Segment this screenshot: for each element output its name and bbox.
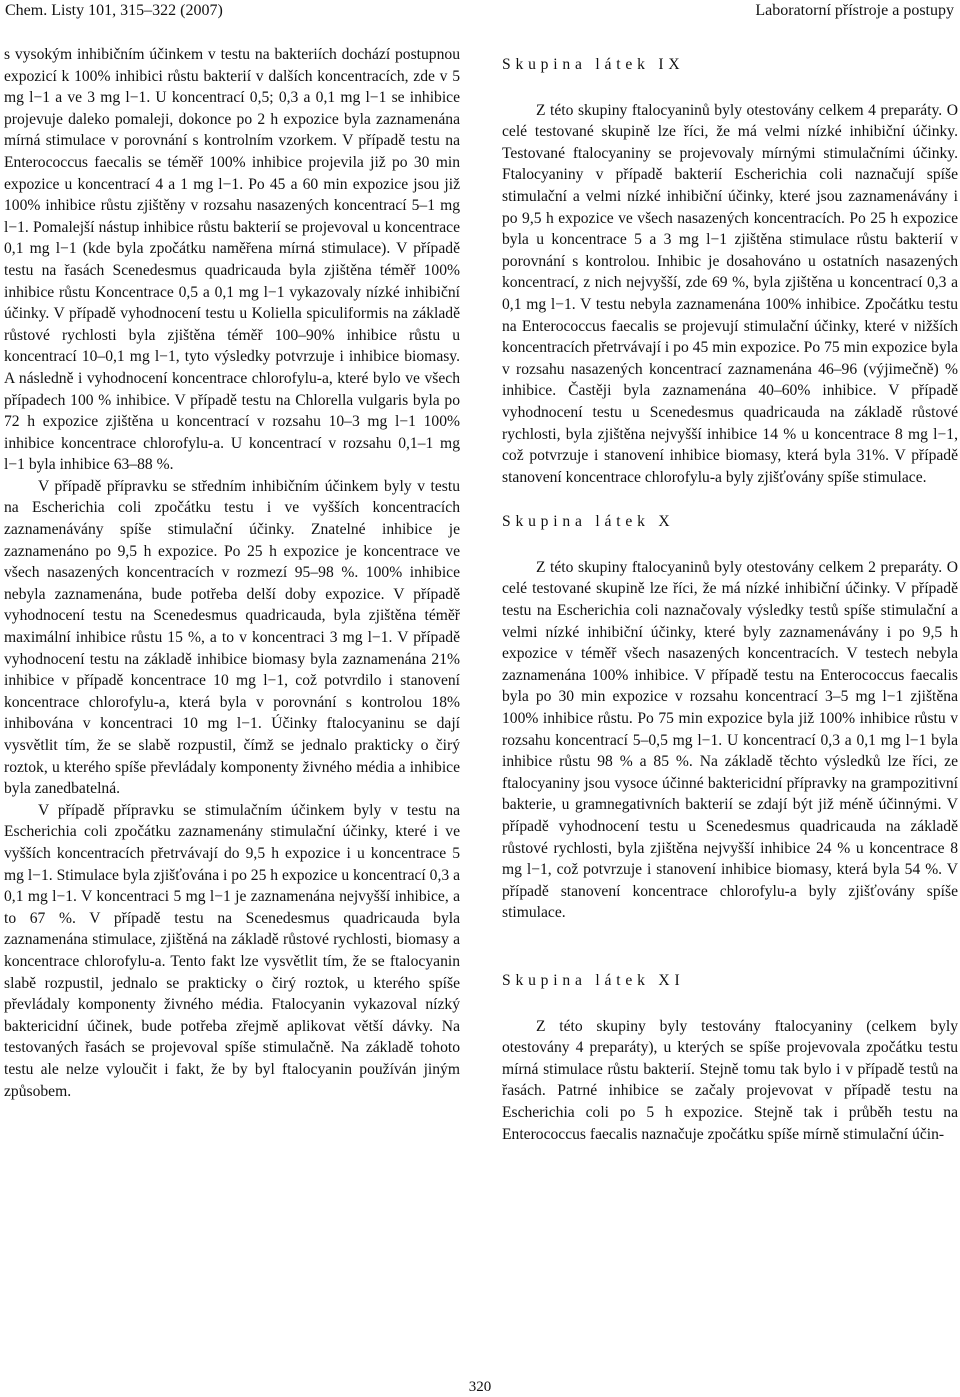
section-ix-text: Z této skupiny ftalocyaninů byly otestovány celkem 4 preparáty. O celé testované skupině lze říci, že má velmi nízké inhibiční účinky. Testované ftalocyaniny se projevovaly mírnými stimulačními účinky. Ftalocyaniny v případě bakterií Escherichia coli naznačují spíše stimulační a velmi nízké inhibiční účinky, které jsou zaznamenávány i po 9,5 h expozice ve všech nasazených koncentracích. Po 25 h expozice byla u koncentrace 5 a 3 mg l−1 zjištěna stimulace růstu bakterií v porovnání s kontrolou. Inhibic je dosahováno u ostatních nasazených koncentrací, z nich nejvyšší, zde 69 %, byla zjištěna u koncentrací 0,3 a 0,1 mg l−1. V testu nebyla zaznamenána 100% inhibice. Zpočátku testu na Enterococcus faecalis se projevují stimulační účinky, které v nižších koncentracích přetrvávají i po 45 min expozice. Po 75 min expozice byla v rozsahu nasazených koncentrací zaznamenána 46–96 (výjimečně) % inhibice. Častěji byla zaznamenána 40–60% inhibice. V případě vyhodnocení testu u Scenedesmus quadricauda na základě růstové rychlosti, byla zjištěna nejvyšší inhibice 14 % u koncentrace 8 mg l−1, což potvrzuje i stanovení inhibice biomasy, která byla 31%. V případě stanovení koncentrace chlorofylu-a byly zjišťovány spíše stimulace. bbox=[502, 101, 958, 486]
paragraph-3: V případě přípravku se stimulačním účinkem byly v testu na Escherichia coli zpočátku zaznamenány stimulační účinky, které i ve vyšších koncentracích přetrvávají do 9,5 h expozice i u koncentrace 5 mg l−1. Stimulace byla zjišťována i po 25 h expozice u koncentrací 0,3 a 0,1 mg l−1. V koncentraci 5 mg l−1 je zaznamenána nejvyšší inhibice, a to 67 %. V případě testu na Scenedesmus quadricauda byla zaznamenána stimulace, zjištěná na základě růstové rychlosti, biomasy a koncentrace chlorofylu-a. Tento fakt lze vysvětlit tím, že se ftalocyanin slabě rozpustil, jednalo se prakticky o čirý roztok, u kterého spíše převládaly komponenty živného média. Ftalocyanin vykazoval nízký baktericidní účinek, bude potřeba zřejmě aplikovat větší dávky. Na testovaných řasách se projevoval spíše stimulačně. Na základě tohoto testu ale nelze vyloučit i fakt, že by byl ftalocyanin používán jiným způsobem. bbox=[4, 801, 460, 1100]
section-heading-x: Skupina látek X bbox=[502, 513, 675, 531]
section-name: Laboratorní přístroje a postupy bbox=[755, 2, 954, 19]
section-xi-text: Z této skupiny byly testovány ftalocyaniny (celkem byly otestovány 4 preparáty), u kterých se spíše projevovala zpočátku testu mírná stimulace růstu bakterií. Stejně tomu tak bylo i v případě testů na řasách. Patrné inhibice se začaly projevovat v případě testu na Escherichia coli po 5 h expozice. Stejně tak i průběh testu na Enterococcus faecalis naznačuje zpočátku spíše mírně stimulační účin- bbox=[502, 1017, 958, 1143]
page-number: 320 bbox=[468, 1379, 492, 1395]
left-column bbox=[4, 44, 460, 1102]
section-heading-ix: Skupina látek IX bbox=[502, 56, 685, 73]
right-column bbox=[502, 44, 958, 1145]
paragraph-1: s vysokým inhibičním účinkem v testu na bakteriích dochází postupnou expozicí k 100% inhibici růstu bakterií v dalších koncentracích, zde v 5 mg l−1 a ve 3 mg l−1. U koncentrací 0,5; 0,3 a 0,1 mg l−1 se inhibice projevuje daleko pomaleji, dokonce po 2 h expozice byla zaznamenána mírná stimulace v porovnání s kontrolním vzorkem. V případě testu na Enterococcus faecalis se téměř 100% inhibice projevila již po 30 min expozice u koncentrací 4 a 1 mg l−1. Po 45 a 60 min expozice jsou již 100% inhibice růstu zjištěny v rozsahu nasazených koncentrací 5–1 mg l−1. Pomalejší nástup inhibice růstu bakterií se projevoval u koncentrace 0,1 mg l−1 (kde byla zpočátku naměřena mírná stimulace). V případě testu na řasách Scenedesmus quadricauda byla zjištěna téměř 100% inhibice růstu Koncentrace 0,5 a 0,1 mg l−1 vykazovaly nízké inhibiční účinky. V případě vyhodnocení testu u Koliella spiculiformis na základě růstové rychlosti byla zjištěna téměř 100–90% inhibice růstu u koncentrací 10–0,1 mg l−1, tyto výsledky potvrzuje i inhibice biomasy. A následně i vyhodnocení koncentrace chlorofylu-a, které bylo ve všech případech 100 % inhibice. V případě testu na Chlorella vulgaris byla po 72 h expozice zjištěna u koncentrací v rozsahu 10–3 mg l−1 100% inhibice koncentrace chlorofylu-a. U koncentrací v rozsahu 0,1–1 mg l−1 byla inhibice 63–88 %. bbox=[4, 46, 460, 474]
section-heading-xi: Skupina látek XI bbox=[502, 971, 685, 989]
section-x-text: Z této skupiny ftalocyaninů byly otestovány celkem 2 preparáty. O celé testované skupině lze říci, že má nízké inhibiční účinky. V případě testu na Escherichia coli naznačovaly výsledky testů spíše stimulační a velmi nízké inhibiční účinky, které byly zaznamenávány i po 9,5 h expozice v téměř všech nasazených koncentracích. V testech nebyla zaznamenána 100% inhibice. V případě testu na Enterococcus faecalis byla po 30 min expozice v rozsahu koncentrací 3–5 mg l−1 zjištěna 100% inhibice růstu. Po 75 min expozice byla již 100% inhibice růstu v rozsahu koncentrací 5–0,5 mg l−1. U koncentrací 0,3 a 0,1 mg l−1 byla inhibice růstu 98 % a 85 %. Na základě těchto výsledků lze říci, ze ftalocyaniny jsou vysoce účinné baktericidní přípravky na grampozitivní bakterie, u gramnegativních bakterií se zdají být již méně účinnými. V případě vyhodnocení testu u Scenedesmus quadricauda na základě růstové rychlosti, byla zjištěna nejvyšší inhibice 24 % u koncentrace 8 mg l−1, což potvrzuje i stanovení inhibice biomasy, která byla 54 %. V případě stanovení koncentrace chlorofylu-a byly zjišťovány spíše stimulace. bbox=[502, 558, 958, 922]
running-header bbox=[0, 0, 960, 24]
journal-citation: Chem. Listy 101, 315–322 (2007) bbox=[5, 2, 223, 19]
paragraph-2: V případě přípravku se středním inhibičním účinkem byly v testu na Escherichia coli zpočátku testu i ve vyšších koncentracích zaznamenávány spíše stimulační účinky. Znatelné inhibice je zaznamenáno po 9,5 h expozice. Po 25 h expozice je koncentrace ve všech nasazených koncentracích v rozmezí 95–98 %. 100% inhibice nebyla zaznamenána, bude potřeba delší doby expozice. V případě vyhodnocení testu na Scenedesmus quadricauda, byla zjištěna téměř maximální inhibice růstu 15 %, a to v koncentraci 3 mg l−1. V případě vyhodnocení testu na základě inhibice biomasy byla zaznamenána 21% inhibice v případě koncentrace 10 mg l−1, což potvrdilo i stanovení koncentrace chlorofylu-a, která byla v porovnání s kontrolou 18% inhibována v koncentraci 10 mg l−1. Účinky ftalocyaninu se dají vysvětlit tím, že se slabě rozpustil, čímž se jednalo prakticky o čirý roztok, u kterého spíše převládaly komponenty živného média a inhibice byla zanedbatelná. bbox=[4, 477, 460, 798]
